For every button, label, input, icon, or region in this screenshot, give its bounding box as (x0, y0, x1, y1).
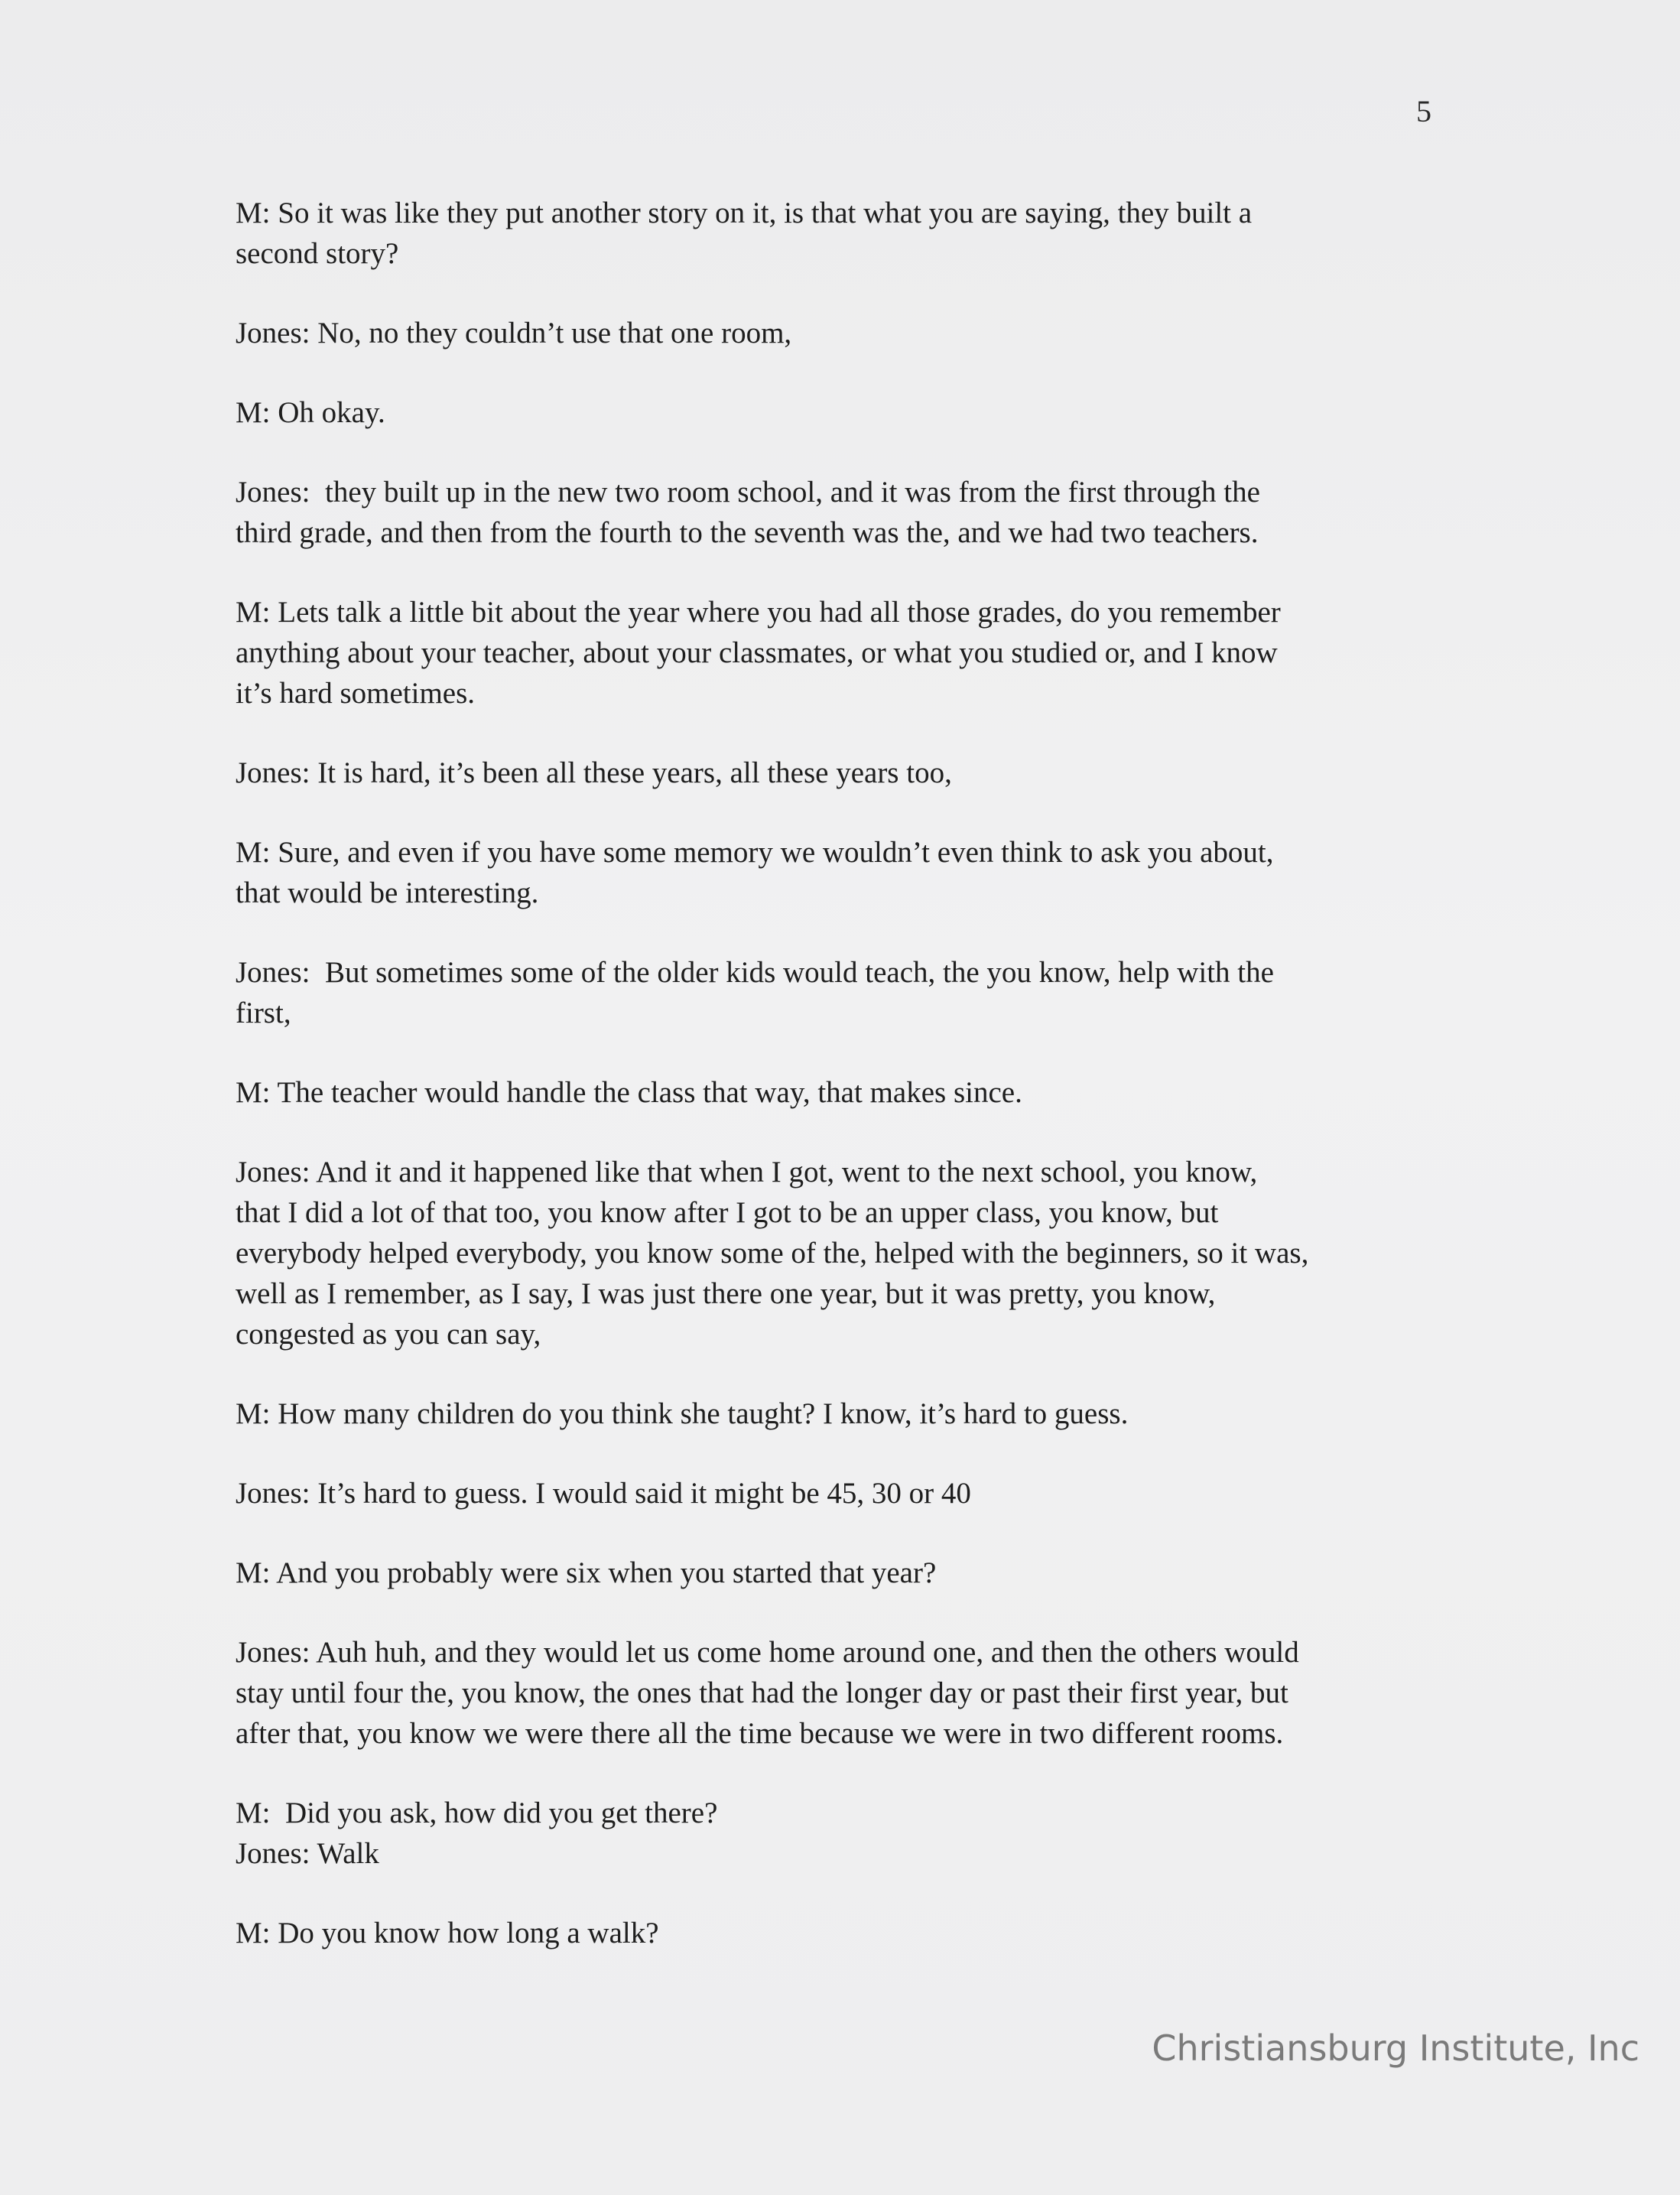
transcript-paragraph: M: Sure, and even if you have some memory we wouldn’t even think to ask you about, that would be interesting. (236, 836, 1274, 909)
transcript-paragraph: Jones: It is hard, it’s been all these years, all these years too, (236, 756, 952, 789)
transcript-paragraph: M: Lets talk a little bit about the year where you had all those grades, do you remember anything about your teacher, about your classmates, or what you studied or, and I know it’s hard sometimes. (236, 596, 1281, 710)
transcript-paragraph: M: The teacher would handle the class that way, that makes since. (236, 1076, 1022, 1109)
transcript-paragraph: M: Do you know how long a walk? (236, 1917, 659, 1949)
transcript-paragraph: Jones: But sometimes some of the older kids would teach, the you know, help with the first, (236, 956, 1274, 1029)
page-number: 5 (1416, 94, 1431, 128)
transcript-paragraph: Jones: And it and it happened like that when I got, went to the next school, you know, that I did a lot of that too, you know after I got to be an upper class, you know, but everybody helped everybody, you know some of the, helped with the beginners, so it was, well as I remember, as I say, I was just there one year, but it was pretty, you know, congested as you can say, (236, 1156, 1309, 1351)
transcript-paragraph: Jones: It’s hard to guess. I would said it might be 45, 30 or 40 (236, 1477, 971, 1510)
transcript-paragraph: Jones: Auh huh, and they would let us come home around one, and then the others would stay until four the, you know, the ones that had the longer day or past their first year, but after that, you know we were there all the time because we were in two different rooms. (236, 1636, 1299, 1750)
institution-watermark: Christiansburg Institute, Inc (1152, 2028, 1639, 2069)
transcript-paragraph: M: So it was like they put another story on it, is that what you are saying, they built a second story? (236, 197, 1253, 270)
transcript-paragraph: M: And you probably were six when you started that year? (236, 1556, 937, 1589)
transcript-paragraph: Jones: Walk (236, 1837, 379, 1870)
transcript-paragraph: M: Oh okay. (236, 396, 385, 429)
transcript-paragraph: M: Did you ask, how did you get there? (236, 1797, 718, 1829)
transcript-paragraph: Jones: No, no they couldn’t use that one room, (236, 317, 792, 350)
transcript-paragraph: M: How many children do you think she taught? I know, it’s hard to guess. (236, 1397, 1129, 1430)
transcript-body (236, 193, 1451, 1992)
transcript-paragraph: Jones: they built up in the new two room school, and it was from the first through the third grade, and then from the fourth to the seventh was the, and we had two teachers. (236, 476, 1260, 549)
